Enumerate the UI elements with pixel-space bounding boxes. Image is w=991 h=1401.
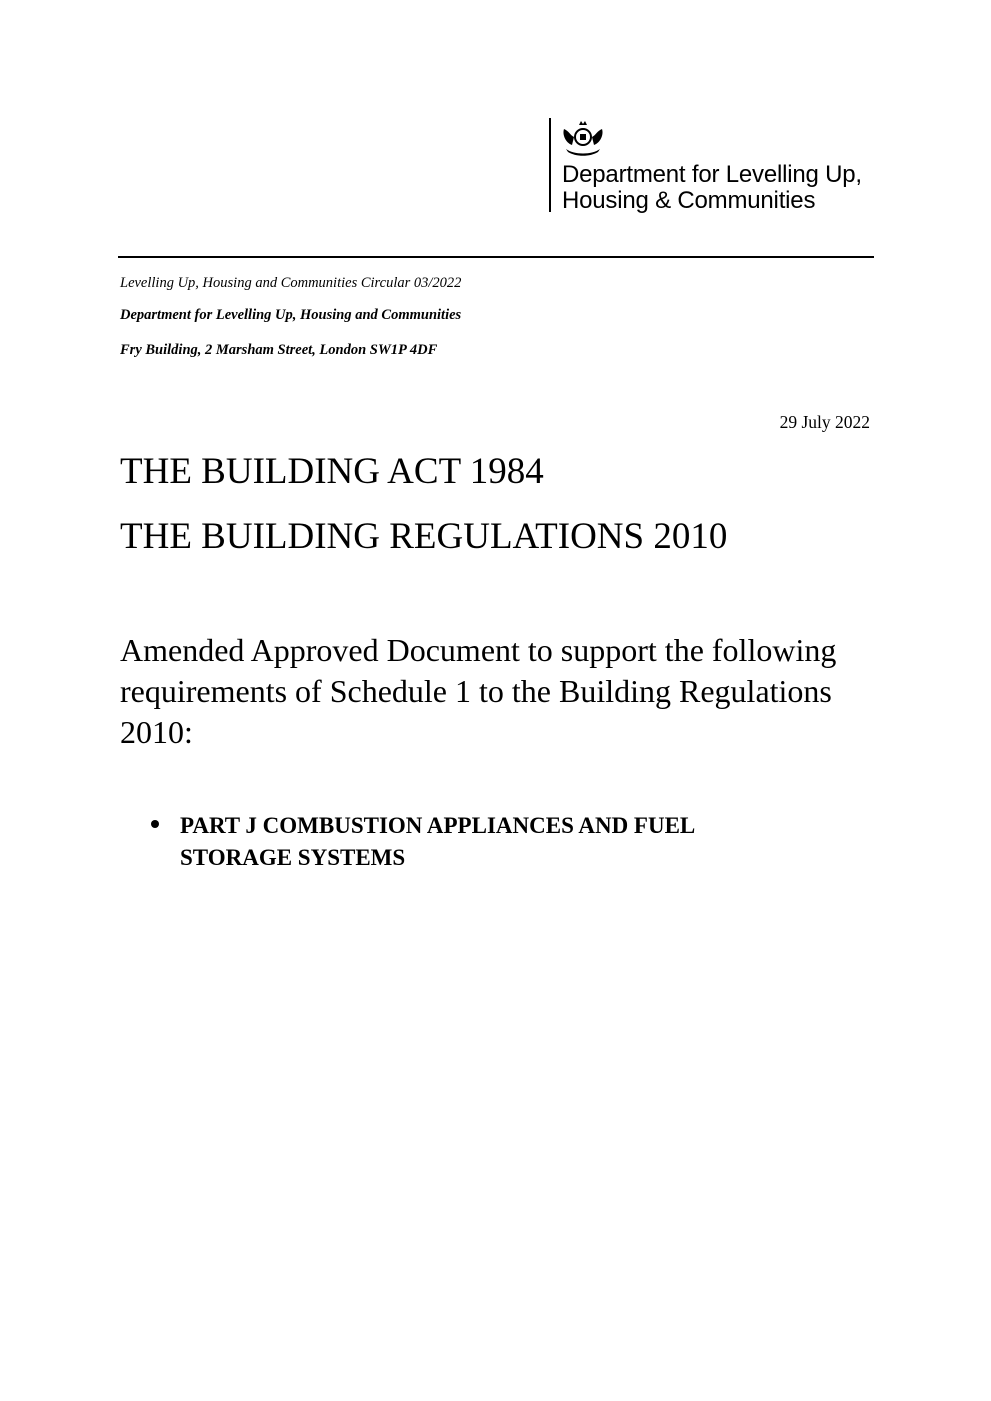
logo-text-line2: Housing & Communities bbox=[562, 187, 816, 214]
document-date: 29 July 2022 bbox=[779, 412, 870, 432]
intro-line: requirements of Schedule 1 to the Building Regulations bbox=[120, 673, 832, 709]
department-name: Department for Levelling Up, Housing and Communities bbox=[120, 307, 462, 323]
intro-line: 2010: bbox=[120, 714, 193, 750]
royal-crest-icon bbox=[560, 117, 606, 157]
circular-reference: Levelling Up, Housing and Communities Circular 03/2022 bbox=[120, 275, 462, 291]
title-building-regulations: THE BUILDING REGULATIONS 2010 bbox=[120, 516, 728, 557]
intro-line: Amended Approved Document to support the following bbox=[120, 632, 837, 668]
bullet-item-line: PART J COMBUSTION APPLIANCES AND FUEL bbox=[180, 813, 696, 838]
logo-divider bbox=[549, 118, 551, 212]
bullet-icon bbox=[151, 820, 159, 828]
header-rule bbox=[118, 256, 874, 258]
department-address: Fry Building, 2 Marsham Street, London SW1P 4DF bbox=[120, 342, 438, 358]
title-building-act: THE BUILDING ACT 1984 bbox=[120, 451, 544, 492]
logo-text-line1: Department for Levelling Up, bbox=[562, 161, 862, 188]
bullet-item-line: STORAGE SYSTEMS bbox=[180, 845, 406, 870]
